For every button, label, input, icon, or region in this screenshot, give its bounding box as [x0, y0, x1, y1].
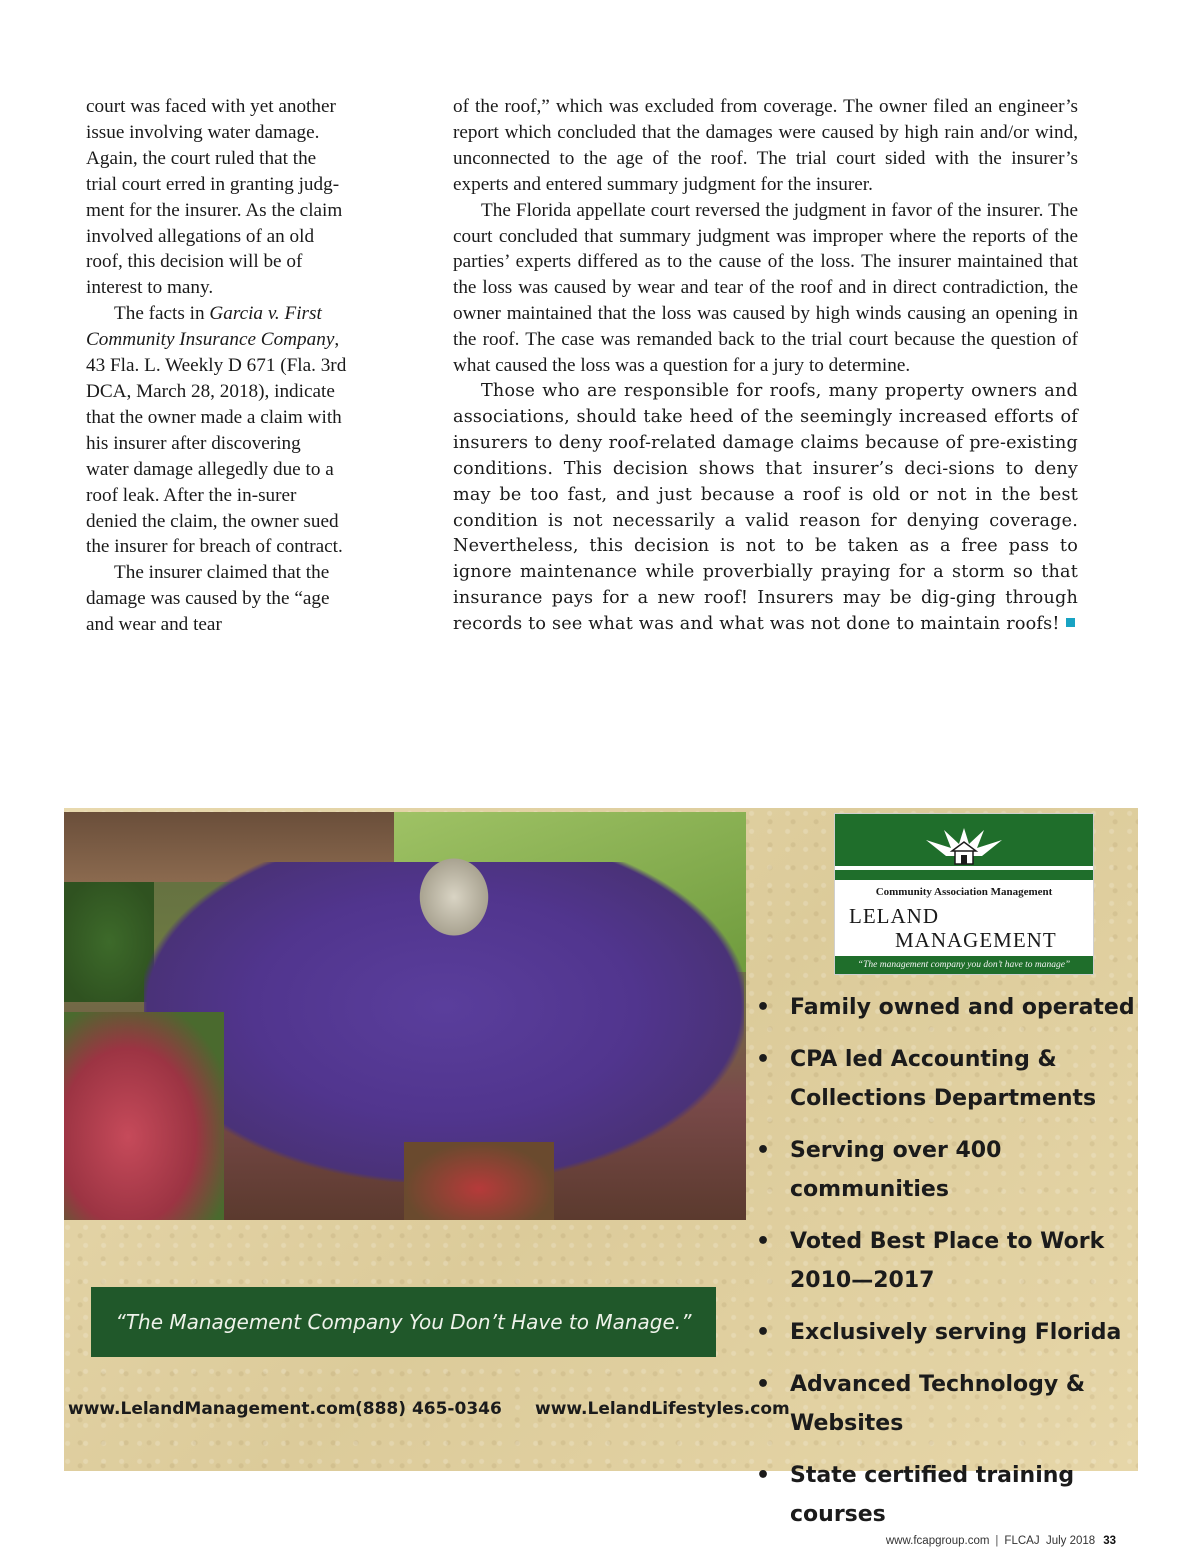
feature-item: • Exclusively serving Florida — [752, 1313, 1138, 1352]
page-footer — [886, 1535, 1116, 1547]
phone-number: (888) 465-0346 — [355, 1399, 502, 1419]
logo-subtitle: Community Association Management — [875, 886, 1053, 898]
feature-item: • Family owned and operated — [752, 988, 1138, 1027]
article-left-column — [86, 94, 348, 638]
footer-publication: FLCAJ — [1004, 1535, 1040, 1547]
staff-group-photo — [64, 812, 746, 1220]
feature-item: • Voted Best Place to Work 2010—2017 — [752, 1222, 1138, 1300]
website-link[interactable]: www.LelandManagement.com — [68, 1399, 356, 1419]
footer-issue: July 2018 — [1045, 1535, 1096, 1547]
paragraph: court was faced with yet another issue involving water damage. Again, the court ruled that the trial court erred in granting judg-ment for the insurer. As the claim involved allegations of an old roof, this decision will be of interest to many. — [86, 96, 343, 299]
paragraph — [86, 301, 348, 560]
feature-item: • CPA led Accounting & Collections Departments — [752, 1040, 1138, 1118]
text-run: Those who are responsible for roofs, many property owners and associations, should take heed of the seemingly increased efforts of insurers to deny roof-related damage claims because of pre-existing conditions. This decision shows that insurer’s deci-sions to deny may be too fast, and just because a roof is old or not in the best condition is not necessarily a valid reason for denying coverage. Nevertheless, this decision is not to be taken as a free pass to ignore maintenance while proverbially praying for a storm so that insurance pays for a new roof! Insurers may be dig-ging through records to see what was and what was not done to maintain roofs! — [453, 380, 1078, 635]
footer-separator: | — [995, 1535, 999, 1547]
text-run: , 43 Fla. L. Weekly D 671 (Fla. 3rd DCA, March 28, 2018), indicate that the owner made a claim with his insurer after discovering water damage allegedly due to a roof leak. After the in-surer denied the claim, the owner sued the insurer for breach of contract. — [86, 329, 347, 558]
article-right-column — [453, 94, 1078, 638]
photo-fountain — [414, 852, 494, 942]
logo-name-line1: LELAND — [849, 904, 939, 928]
leland-logo — [834, 813, 1094, 975]
paragraph — [453, 379, 1078, 638]
feature-list — [752, 988, 1138, 1547]
feature-item: • State certified training courses — [752, 1456, 1138, 1534]
slogan-banner: “The Management Company You Don’t Have to Manage.” — [91, 1287, 716, 1357]
case-name: Garcia v. First Community Insurance Company — [86, 303, 335, 351]
feature-item: • Advanced Technology & Websites — [752, 1365, 1138, 1443]
footer-site[interactable]: www.fcapgroup.com — [885, 1535, 990, 1547]
house-burst-icon — [922, 824, 1006, 870]
website-link[interactable]: www.LelandLifestyles.com — [535, 1399, 790, 1419]
end-of-article-mark — [1066, 618, 1075, 627]
logo-tagline: “The management company you don’t have to manage” — [835, 956, 1093, 974]
feature-item: • Serving over 400 communities — [752, 1131, 1138, 1209]
logo-green-stripe — [835, 870, 1093, 880]
logo-name-line2: MANAGEMENT — [895, 928, 1057, 952]
paragraph: The Florida appellate court reversed the judgment in favor of the insurer. The court concluded that summary judgment was improper where the reports of the parties’ experts differed as to the cause of the loss. The insurer maintained that the loss was caused by wear and tear of the roof and in direct contradiction, the owner maintained that the loss was caused by high winds causing an opening in the roof. The case was remanded back to the trial court because the question of what caused the loss was a question for a jury to determine. — [453, 199, 1078, 377]
photo-flowers — [64, 1012, 224, 1220]
leland-advertisement — [64, 808, 1138, 1527]
paragraph: of the roof,” which was excluded from coverage. The owner filed an engineer’s report which concluded that the damages were caused by high rain and/or wind, unconnected to the age of the roof. The trial court sided with the insurer’s experts and entered summary judgment for the insurer. — [453, 96, 1078, 195]
text-run: The facts in — [114, 303, 210, 325]
photo-flowers — [404, 1142, 554, 1220]
photo-hedge — [64, 882, 154, 1002]
paragraph: The insurer claimed that the damage was caused by the “age and wear and tear — [86, 562, 330, 636]
page-number: 33 — [1103, 1535, 1116, 1547]
